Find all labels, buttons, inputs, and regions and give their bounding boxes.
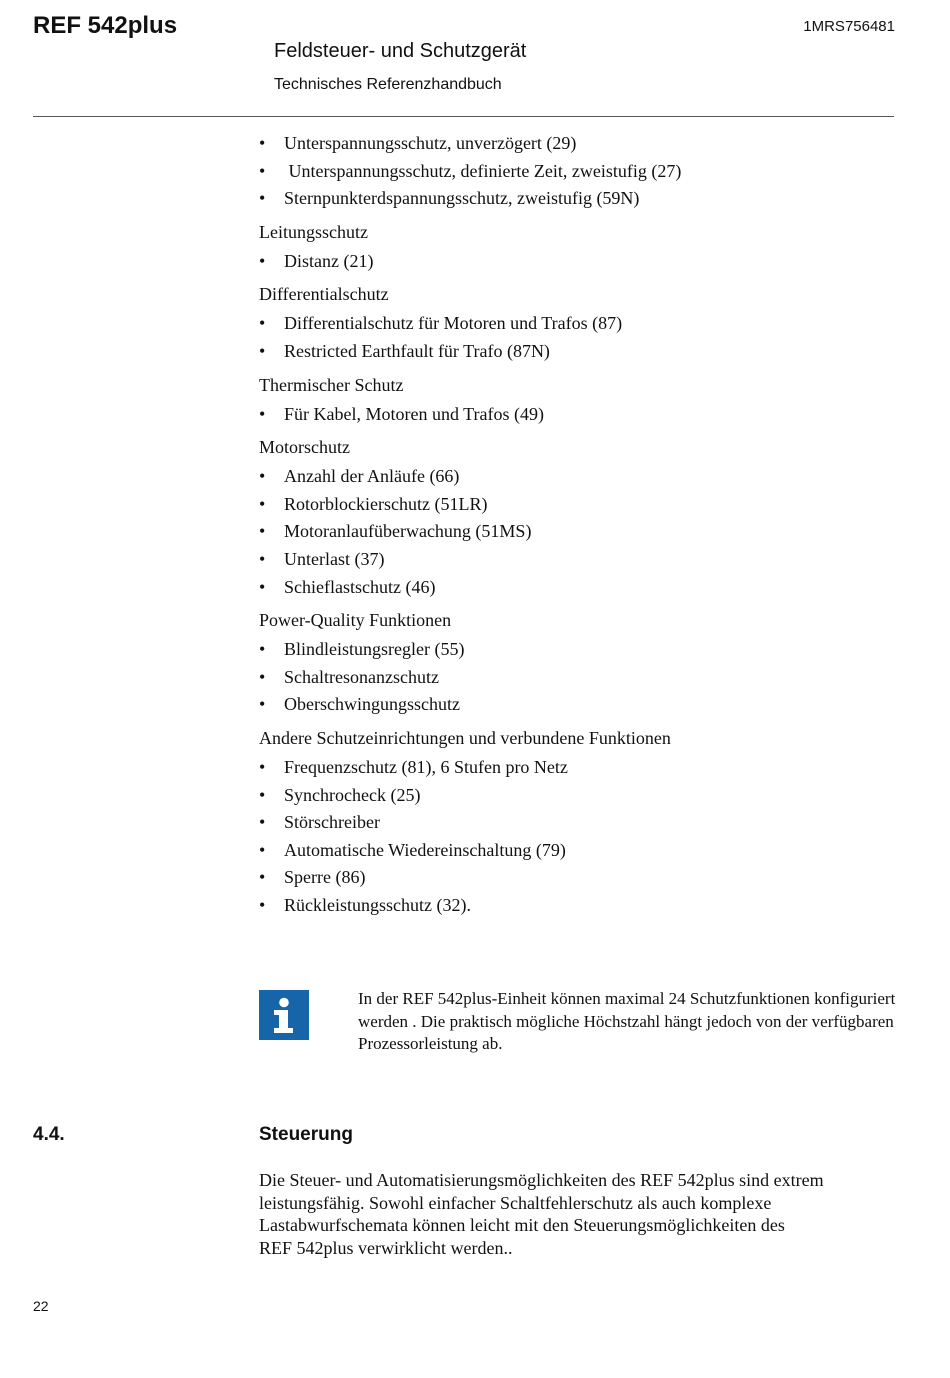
bullet-list xyxy=(259,248,899,276)
bullet-list xyxy=(259,401,899,429)
product-name: REF 542plus xyxy=(33,12,178,39)
bullet-icon: • xyxy=(259,188,266,209)
bullet-icon: • xyxy=(259,639,266,660)
bullet-icon: • xyxy=(259,867,266,888)
list-item-text: Unterlast (37) xyxy=(284,548,385,569)
page-number: 22 xyxy=(33,1298,49,1314)
group-heading: Andere Schutzeinrichtungen und verbundene Funktionen xyxy=(259,727,671,748)
list-item xyxy=(259,158,899,186)
list-item xyxy=(259,546,899,574)
bullet-icon: • xyxy=(259,466,266,487)
list-item xyxy=(259,837,899,865)
list-item xyxy=(259,864,899,892)
bullet-icon: • xyxy=(259,160,266,181)
list-item-text: Distanz (21) xyxy=(284,250,374,271)
bullet-icon: • xyxy=(259,694,266,715)
section-body: Die Steuer- und Automatisierungsmöglichkeiten des REF 542plus sind extrem leistungsfähig. Sowohl einfacher Schaltfehlerschutz als auch komplexe Lastabwurfschemata können leicht mit den Steuerungsmöglichkeiten des REF 542plus verwirklicht werden.. xyxy=(259,1170,824,1258)
list-item-text: Automatische Wiedereinschaltung (79) xyxy=(284,839,566,860)
list-item xyxy=(259,491,899,519)
list-item-text: Blindleistungsregler (55) xyxy=(284,639,465,660)
info-icon xyxy=(259,990,309,1040)
bullet-list xyxy=(259,463,899,601)
protection-function-list xyxy=(259,130,899,919)
document-number: 1MRS756481 xyxy=(803,18,895,35)
list-item-text: Synchrocheck (25) xyxy=(284,784,421,805)
document-subtitle: Feldsteuer- und Schutzgerät xyxy=(274,40,527,62)
bullet-icon: • xyxy=(259,548,266,569)
group-heading: Thermischer Schutz xyxy=(259,374,404,395)
list-item-text: Für Kabel, Motoren und Trafos (49) xyxy=(284,403,544,424)
section-title: Steuerung xyxy=(259,1124,353,1145)
list-item-text: Oberschwingungsschutz xyxy=(284,694,460,715)
bullet-icon: • xyxy=(259,666,266,687)
list-item-text: Anzahl der Anläufe (66) xyxy=(284,466,460,487)
bullet-icon: • xyxy=(259,839,266,860)
list-item xyxy=(259,574,899,602)
list-item-text: Sperre (86) xyxy=(284,867,366,888)
list-item-text: Rotorblockierschutz (51LR) xyxy=(284,493,488,514)
list-item xyxy=(259,518,899,546)
list-item xyxy=(259,310,899,338)
note-text: In der REF 542plus-Einheit können maximal 24 Schutzfunktionen konfiguriert werden . Die praktisch mögliche Höchstzahl hängt jedoch von der verfügbaren Prozessorleistung ab. xyxy=(358,989,896,1053)
bullet-icon: • xyxy=(259,521,266,542)
bullet-list xyxy=(259,130,899,213)
list-item xyxy=(259,185,899,213)
bullet-icon: • xyxy=(259,313,266,334)
list-item xyxy=(259,401,899,429)
list-item-text: Differentialschutz für Motoren und Trafos (87) xyxy=(284,313,623,334)
bullet-icon: • xyxy=(259,403,266,424)
list-item-text: Frequenzschutz (81), 6 Stufen pro Netz xyxy=(284,756,568,777)
bullet-icon: • xyxy=(259,250,266,271)
list-item-text: Unterspannungsschutz, unverzögert (29) xyxy=(284,133,577,153)
bullet-list xyxy=(259,636,899,719)
list-item xyxy=(259,892,899,920)
list-item-text: Schieflastschutz (46) xyxy=(284,576,436,597)
manual-type: Technisches Referenzhandbuch xyxy=(274,76,502,93)
bullet-icon: • xyxy=(259,756,266,777)
bullet-icon: • xyxy=(259,340,266,361)
list-item xyxy=(259,463,899,491)
list-item xyxy=(259,809,899,837)
group-heading: Motorschutz xyxy=(259,437,350,458)
list-item xyxy=(259,754,899,782)
list-item-text: Störschreiber xyxy=(284,812,380,833)
list-item-text: Restricted Earthfault für Trafo (87N) xyxy=(284,340,550,361)
list-item-text: Rückleistungsschutz (32). xyxy=(284,894,471,915)
list-item xyxy=(259,782,899,810)
bullet-icon: • xyxy=(259,784,266,805)
list-item xyxy=(259,130,899,158)
header-divider xyxy=(33,116,894,117)
section-number: 4.4. xyxy=(33,1124,65,1145)
group-heading: Power-Quality Funktionen xyxy=(259,610,452,631)
list-item xyxy=(259,691,899,719)
group-heading: Leitungsschutz xyxy=(259,221,368,242)
bullet-icon: • xyxy=(259,493,266,514)
list-item xyxy=(259,338,899,366)
bullet-list xyxy=(259,310,899,365)
bullet-list xyxy=(259,754,899,920)
group-heading: Differentialschutz xyxy=(259,284,389,305)
bullet-icon: • xyxy=(259,812,266,833)
list-item-text: Sternpunkterdspannungsschutz, zweistufig (59N) xyxy=(284,188,640,209)
list-item xyxy=(259,248,899,276)
list-item-text: Motoranlaufüberwachung (51MS) xyxy=(284,521,532,542)
bullet-icon: • xyxy=(259,576,266,597)
bullet-icon: • xyxy=(259,133,266,153)
list-item xyxy=(259,664,899,692)
list-item xyxy=(259,636,899,664)
bullet-icon: • xyxy=(259,894,266,915)
list-item-text: Schaltresonanzschutz xyxy=(284,666,439,687)
list-item-text: Unterspannungsschutz, definierte Zeit, zweistufig (27) xyxy=(284,160,682,181)
